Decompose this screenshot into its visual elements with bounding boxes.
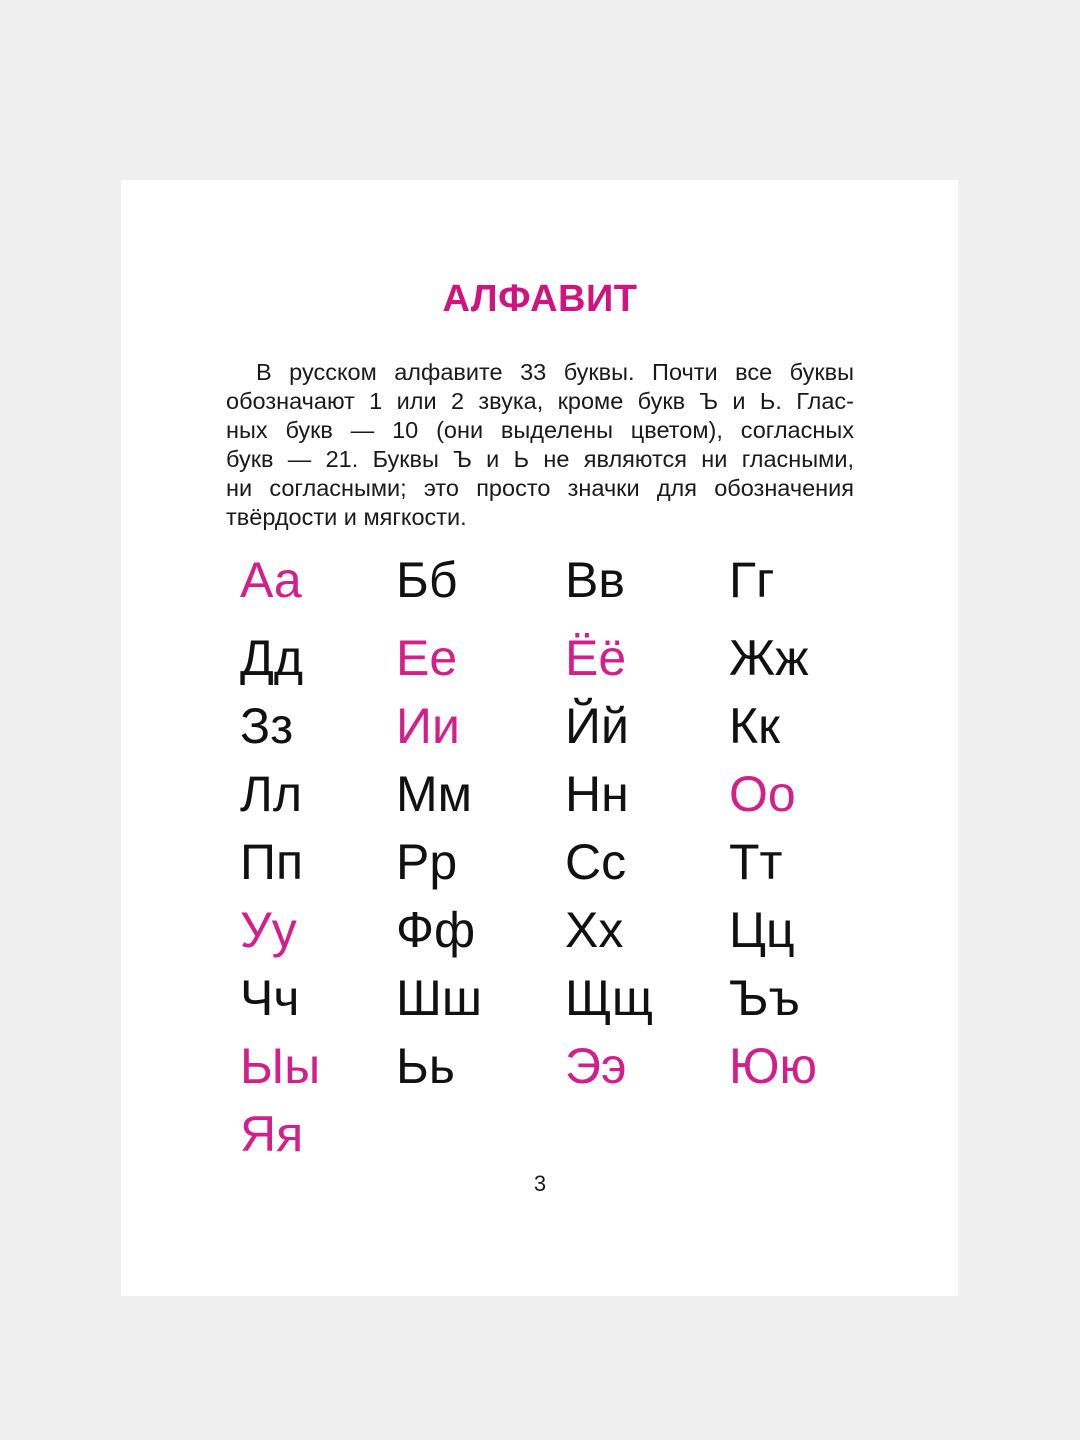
alphabet-letter: Хх bbox=[565, 902, 624, 958]
alphabet-letter: Зз bbox=[240, 698, 294, 754]
alphabet-letter: Оо bbox=[729, 766, 796, 822]
alphabet-letter: Ее bbox=[396, 630, 458, 686]
alphabet-letter: Ьь bbox=[396, 1038, 455, 1094]
alphabet-letter: Йй bbox=[565, 698, 629, 754]
alphabet-letter: Цц bbox=[729, 902, 795, 958]
page-number: 3 bbox=[533, 1171, 547, 1196]
alphabet-letter: Ээ bbox=[565, 1038, 627, 1094]
alphabet-letter: Шш bbox=[396, 970, 482, 1026]
alphabet-letter: Юю bbox=[729, 1038, 818, 1094]
alphabet-letter: Вв bbox=[565, 552, 625, 608]
alphabet-letter: Мм bbox=[396, 766, 473, 822]
alphabet-letter: Яя bbox=[240, 1106, 304, 1162]
alphabet-letter: Чч bbox=[240, 970, 300, 1026]
intro-line: ных букв — 10 (они выделены цветом), согласных bbox=[226, 417, 854, 443]
alphabet-letter: Сс bbox=[565, 834, 627, 890]
alphabet-letter: Ии bbox=[396, 698, 460, 754]
alphabet-letter: Нн bbox=[565, 766, 629, 822]
alphabet-letter: Рр bbox=[396, 834, 458, 890]
alphabet-letter: Гг bbox=[729, 552, 775, 608]
alphabet-letter: Тт bbox=[729, 834, 783, 890]
intro-line: ни согласными; это просто значки для обозначения bbox=[226, 475, 854, 501]
page-title: АЛФАВИТ bbox=[442, 278, 638, 320]
intro-line: В русском алфавите 33 буквы. Почти все буквы bbox=[256, 359, 854, 385]
alphabet-letter: Ъъ bbox=[729, 970, 800, 1026]
alphabet-letter: Лл bbox=[240, 766, 302, 822]
alphabet-letter: Жж bbox=[729, 630, 809, 686]
alphabet-letter: Щщ bbox=[565, 970, 654, 1026]
alphabet-letter: Фф bbox=[396, 902, 476, 958]
alphabet-letter: Дд bbox=[240, 630, 304, 686]
alphabet-letter: Уу bbox=[240, 902, 297, 958]
alphabet-letter: Ёё bbox=[565, 630, 627, 686]
intro-line: букв — 21. Буквы Ъ и Ь не являются ни гласными, bbox=[226, 446, 854, 472]
intro-line: твёрдости и мягкости. bbox=[226, 504, 467, 530]
alphabet-letter: Кк bbox=[729, 698, 781, 754]
intro-paragraph bbox=[226, 358, 854, 532]
alphabet-letter: Бб bbox=[396, 552, 458, 608]
alphabet-letter: Ыы bbox=[240, 1038, 321, 1094]
alphabet-letter: Аа bbox=[240, 552, 302, 608]
alphabet-letter: Пп bbox=[240, 834, 304, 890]
intro-line: обозначают 1 или 2 звука, кроме букв Ъ и Ь. Глас- bbox=[226, 388, 854, 414]
